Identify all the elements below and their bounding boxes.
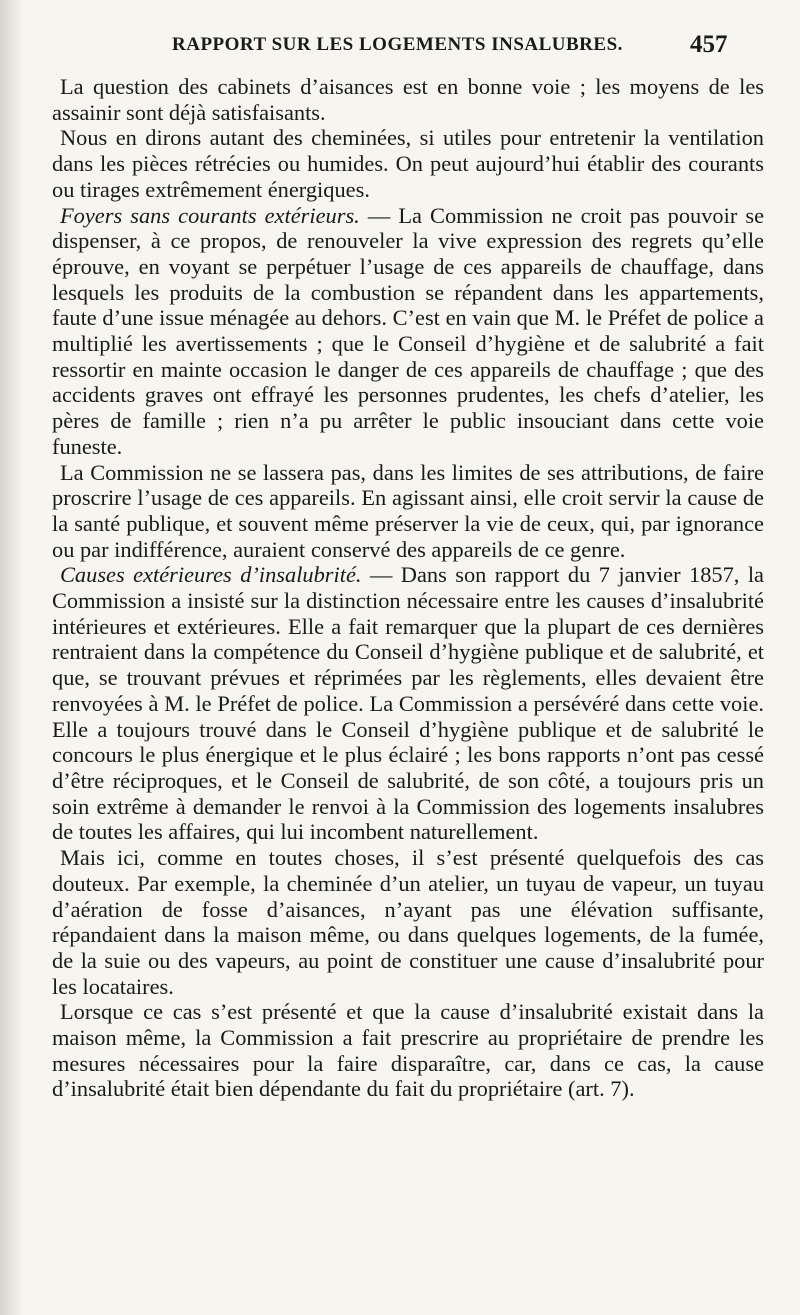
running-header <box>0 31 800 64</box>
paragraph-5 <box>52 562 764 845</box>
paragraph-3 <box>52 203 764 460</box>
body-text <box>52 74 764 1102</box>
running-title: RAPPORT SUR LES LOGEMENTS INSALUBRES. <box>172 34 623 55</box>
paragraph-heading: Causes extérieures d’insalubrité. <box>60 562 362 588</box>
paragraph-text: Nous en dirons autant des cheminées, si utiles pour entretenir la ventilation dans les pièces rétrécies ou humides. On peut aujourd’hui établir des courants ou tirages extrêmement énergiques. <box>52 125 764 202</box>
paragraph-text: — Dans son rapport du 7 janvier 1857, la Commission a insisté sur la distinction nécessaire entre les causes d’insalubrité intérieures et extérieures. Elle a fait remarquer que la plupart de ces dernières rentraient dans la compétence du Conseil d’hygiène publique et de salubrité, et que, se trouvant prévues et réprimées par les règlements, elles devaient être renvoyées à M. le Préfet de police. La Commission a persévéré dans cette voie. Elle a toujours trouvé dans le Conseil d’hygiène publique et de salubrité le concours le plus énergique et le plus éclairé ; les bons rapports n’ont pas cessé d’être réciproques, et le Conseil de salubrité, de son côté, a toujours pris un soin extrême à demander le renvoi à la Commission des logements insalubres de toutes les affaires, qui lui incombent naturellement. <box>52 562 764 845</box>
paragraph-text: Mais ici, comme en toutes choses, il s’est présenté quelquefois des cas douteux. Par exemple, la cheminée d’un atelier, un tuyau de vapeur, un tuyau d’aération de fosse d’aisances, n’ayant pas une élévation suffisante, répandaient dans la maison même, ou dans quelques logements, de la fumée, de la suie ou des vapeurs, au point de constituer une cause d’insalubrité pour les locataires. <box>52 845 764 999</box>
paragraph-7 <box>52 999 764 1102</box>
paragraph-2 <box>52 125 764 202</box>
paragraph-text: La Commission ne se lassera pas, dans les limites de ses attributions, de faire proscrire l’usage de ces appareils. En agissant ainsi, elle croit servir la cause de la santé publique, et souvent même préserver la vie de ceux, qui, par ignorance ou par indifférence, auraient conservé des appareils de ce genre. <box>52 459 764 562</box>
paragraph-text: Lorsque ce cas s’est présenté et que la cause d’insalubrité existait dans la maison même, la Commission a fait prescrire au propriétaire de prendre les mesures nécessaires pour la faire disparaître, car, dans ce cas, la cause d’insalubrité était bien dépendante du fait du propriétaire (art. 7). <box>52 999 764 1102</box>
paragraph-heading: Foyers sans courants extérieurs. <box>60 202 360 228</box>
page-number: 457 <box>690 31 728 58</box>
paragraph-text: — La Commission ne croit pas pouvoir se dispenser, à ce propos, de renouveler la vive expression des regrets qu’elle éprouve, en voyant se perpétuer l’usage de ces appareils de chauffage, dans lesquels les produits de la combustion se répandent dans les appartements, faute d’une issue ménagée au dehors. C’est en vain que M. le Préfet de police a multiplié les avertissements ; que le Conseil d’hygiène et de salubrité a fait ressortir en mainte occasion le danger de ces appareils de chauffage ; que des accidents graves ont effrayé les personnes prudentes, les chefs d’atelier, les pères de famille ; rien n’a pu arrêter le public insouciant dans cette voie funeste. <box>52 202 765 459</box>
paragraph-1 <box>52 74 764 125</box>
paragraph-4 <box>52 460 764 563</box>
paragraph-6 <box>52 845 764 999</box>
page-gutter-shadow <box>0 0 24 1315</box>
paragraph-text: La question des cabinets d’aisances est en bonne voie ; les moyens de les assainir sont déjà satisfaisants. <box>52 74 764 125</box>
